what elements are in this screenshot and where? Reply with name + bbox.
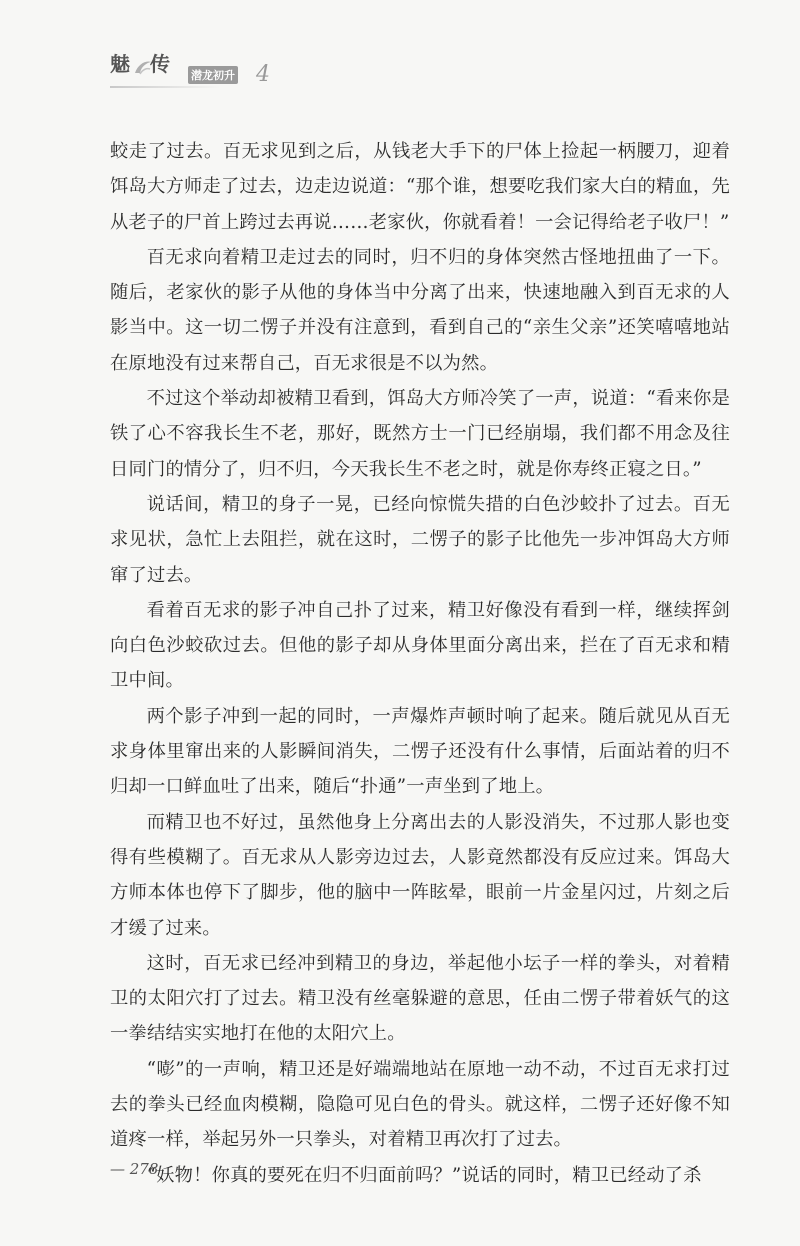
title-char-2: 传	[150, 52, 172, 76]
paragraph: 看着百无求的影子冲自己扑了过来，精卫好像没有看到一样，继续挥剑向白色沙蛟砍过去。但他的影子却从身体里面分离出来，拦在了百无求和精卫中间。	[110, 599, 730, 692]
paragraph: 说话间，精卫的身子一晃，已经向惊慌失措的白色沙蛟扑了过去。百无求见状，急忙上去阻拦，就在这时，二愣子的影子比他先一步冲饵岛大方师窜了过去。	[110, 493, 730, 586]
paragraph: 不过这个举动却被精卫看到，饵岛大方师冷笑了一声，说道：“看来你是铁了心不容我长生不老，那好，既然方士一门已经崩塌，我们都不用念及往日同门的情分了，归不归，今天我长生不老之时，就是你寿终正寝之日。”	[110, 388, 730, 480]
paragraph: 两个影子冲到一起的同时，一声爆炸声顿时响了起来。随后就见从百无求身体里窜出来的人影瞬间消失，二愣子还没有什么事情，后面站着的归不归却一口鲜血吐了出来，随后“扑通”一声坐到了地上。	[110, 705, 730, 798]
paragraph: “妖物！你真的要死在归不归面前吗？”说话的同时，精卫已经动了杀	[146, 1164, 702, 1186]
title-char-1: 魅	[110, 52, 132, 76]
paragraph: 百无求向着精卫走过去的同时，归不归的身体突然古怪地扭曲了一下。随后，老家伙的影子从他的身体当中分离了出来，快速地融入到百无求的人影当中。这一切二愣子并没有注意到，看到自己的“亲生父亲”还笑嘻嘻地站在原地没有过来帮自己，百无求很是不以为然。	[110, 246, 730, 374]
paragraph: 蛟走了过去。百无求见到之后，从钱老大手下的尸体上捡起一柄腰刀，迎着饵岛大方师走了过去，边走边说道：“那个谁，想要吃我们家大白的精血，先从老子的尸首上跨过去再说……老家伙，你就看着！一会记得给老子收尸！”	[110, 141, 730, 233]
header-rule	[110, 86, 220, 88]
paragraph: 而精卫也不好过，虽然他身上分离出去的人影没消失，不过那人影也变得有些模糊了。百无求从人影旁边过去，人影竟然都没有反应过来。饵岛大方师本体也停下了脚步，他的脑中一阵眩晕，眼前一片金星闪过，片刻之后才缓了过来。	[110, 811, 730, 939]
page-number: — 278	[110, 1160, 159, 1178]
paragraph: 这时，百无求已经冲到精卫的身边，举起他小坛子一样的拳头，对着精卫的太阳穴打了过去。精卫没有丝毫躲避的意思，任由二愣子带着妖气的这一拳结结实实地打在他的太阳穴上。	[110, 952, 730, 1045]
running-header	[110, 40, 310, 100]
volume-subtitle: 潜龙初升	[188, 66, 238, 84]
body-text	[110, 134, 730, 1193]
volume-number: 4	[256, 62, 270, 87]
paragraph: “嘭”的一声响，精卫还是好端端地站在原地一动不动，不过百无求打过去的拳头已经血肉模糊，隐隐可见白色的骨头。就这样，二愣子还好像不知道疼一样，举起另外一只拳头，对着精卫再次打了过去。	[110, 1058, 730, 1151]
